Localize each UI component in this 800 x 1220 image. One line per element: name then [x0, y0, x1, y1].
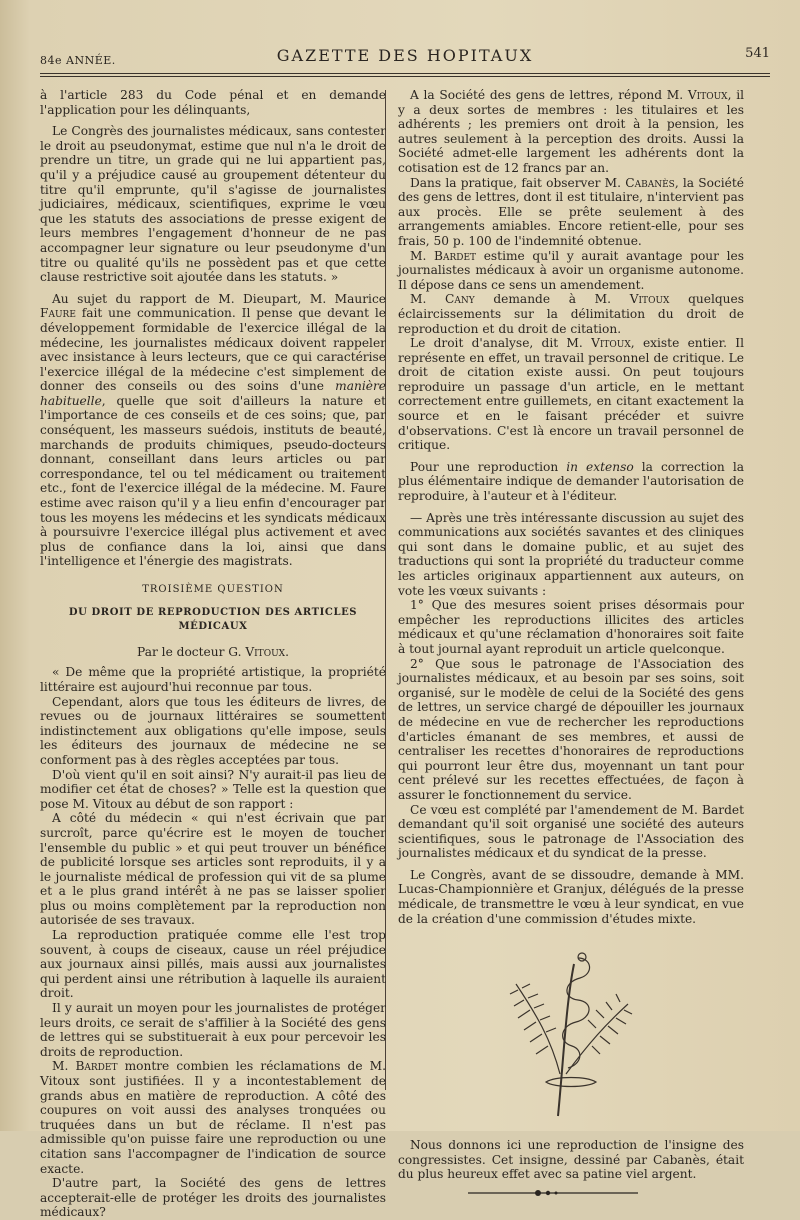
paragraph: La reproduction pratiquée comme elle l'est trop souvent, à coups de ciseaux, cause un réel préjudice aux journaux ainsi pillés, mais aussi aux journalistes qui perdent ainsi une rétribution à laquelle ils auraient droit.	[40, 928, 386, 1001]
left-column	[40, 88, 386, 1220]
section-label: TROISIÈME QUESTION	[142, 584, 284, 595]
paragraph: Ce vœu est complété par l'amendement de M. Bardet demandant qu'il soit organisé une société des auteurs scientifiques, sous le patronage de l'Association des journalistes médicaux et du syndicat de la presse.	[398, 802, 744, 861]
congress-insignia-emblem	[496, 944, 646, 1124]
issue-year: 84e ANNÉE.	[40, 54, 116, 67]
page-number: 541	[745, 46, 770, 61]
paragraph: A côté du médecin « qui n'est écrivain que par surcroît, parce qu'écrire est le moyen de toucher l'ensemble du public » et qui peut trouver un bénéfice de publicité lorsque ses articles sont reproduits, il y a le journaliste médical de profession qui vit de sa plume et a le plus grand intérêt à ne pas se laisser spolier plus ou moins complètement par la reproduction non autorisée de ses travaux.	[40, 811, 386, 928]
paragraph: — Après une très intéressante discussion au sujet des communications aux sociétés savantes et des cliniques qui sont dans le domaine public, et au sujet des traductions qui sont la propriété du traducteur comme les articles originaux appartiennent aux auteurs, on vote les vœux suivants :	[398, 510, 744, 598]
paragraph: M. Bardet estime qu'il y aurait avantage pour les journalistes médicaux à avoir un organisme autonome. Il dépose dans ce sens un amendement.	[398, 248, 744, 292]
header-rule-double	[40, 76, 770, 77]
paragraph: A la Société des gens de lettres, répond M. Vitoux, il y a deux sortes de membres : les titulaires et les adhérents ; les premiers ont droit à la pension, les autres seulement à la perception des droits. Aussi la Société admet-elle largement les adhérents dont la cotisation est de 12 francs par an.	[398, 88, 744, 175]
newspaper-title: GAZETTE DES HOPITAUX	[276, 46, 534, 65]
paragraph: 1° Que des mesures soient prises désormais pour empêcher les reproductions illicites des articles médicaux et qu'une réclamation d'honoraires soit faite à tout journal ayant reproduit un article quelconque.	[398, 598, 744, 656]
paragraph: M. Cany demande à M. Vitoux quelques éclaircissements sur la délimitation du droit de reproduction et du droit de citation.	[398, 292, 744, 336]
paragraph: 2° Que sous le patronage de l'Association des journalistes médicaux, et au besoin par ses soins, soit organisé, sur le modèle de celui de la Société des gens de lettres, un service chargé de dépouiller les journaux de médecine en vue de rechercher les reproductions d'articles émanant de ses membres, et aussi de centraliser les recettes d'honoraires de reproductions qui pourront leur être dus, moyennant un tant pour cent prélevé sur les recettes effectuées, de façon à assurer le fonctionnement du service.	[398, 656, 744, 802]
end-rule-ornament	[468, 1188, 638, 1198]
paragraph: à l'article 283 du Code pénal et en demande l'application pour les délinquants,	[40, 88, 386, 117]
paragraph: « De même que la propriété artistique, la propriété littéraire est aujourd'hui reconnue par tous.	[40, 665, 386, 694]
right-column	[398, 88, 744, 1198]
paragraph: Le droit d'analyse, dit M. Vitoux, existe entier. Il représente en effet, un travail personnel de critique. Le droit de citation existe aussi. On peut toujours reproduire un passage d'un article, en le mettant correctement entre guillemets, en citant exactement la source et en le faisant précéder et suivre d'observations. C'est là encore un travail personnel de critique.	[398, 336, 744, 453]
paragraph: Pour une reproduction in extenso la correction la plus élémentaire indique de demander l'autorisation de reproduire, à l'auteur et à l'éditeur.	[398, 459, 744, 504]
paragraph: Au sujet du rapport de M. Dieupart, M. Maurice Faure fait une communication. Il pense que devant le développement formidable de l'exercice illégal de la médecine, les journalistes médicaux doivent rappeler avec insistance à leurs lecteurs, que ce qui caractérise l'exercice illégal de la médecine c'est simplement de donner des conseils ou des soins d'une manière habituelle, quelle que soit d'ailleurs la nature et l'importance de ces conseils et de ces soins; que, par conséquent, les masseurs suédois, instituts de beauté, marchands de produits chimiques, pseudo-docteurs donnant, conseillant dans leurs articles ou par correspondance, tel ou tel médicament ou traitement etc., font de l'exercice illégal de la médecine. M. Faure estime avec raison qu'il y a lieu enfin d'encourager par tous les moyens les médecins et les syndicats médicaux à poursuivre l'exercice illégal plus activement et avec plus de confiance dans la loi, ainsi que dans l'intelligence et l'énergie des magistrats.	[40, 291, 386, 569]
section-title: DU DROIT DE REPRODUCTION DES ARTICLES MÉDICAUX	[68, 606, 358, 633]
paragraph: Le Congrès, avant de se dissoudre, demande à MM. Lucas-Championnière et Granjux, délégués de la presse médicale, de transmettre le vœu à leur syndicat, en vue de la création d'une commission d'études mixte.	[398, 867, 744, 926]
caption: Nous donnons ici une reproduction de l'insigne des congressistes. Cet insigne, dessiné par Cabanès, était du plus heureux effet avec sa patine viel argent.	[398, 1138, 744, 1182]
paragraph: Il y aurait un moyen pour les journalistes de protéger leurs droits, ce serait de s'affilier à la Société des gens de lettres qui se substituerait à eux pour percevoir les droits de reproduction.	[40, 1001, 386, 1059]
paragraph: Cependant, alors que tous les éditeurs de livres, de revues ou de journaux littéraires se soumettent indistinctement aux obligations qu'elle impose, seuls les éditeurs des journaux de médecine ne se conforment pas à des règles acceptées par tous.	[40, 694, 386, 767]
paragraph: Le Congrès des journalistes médicaux, sans contester le droit au pseudonymat, estime que nul n'a le droit de prendre un titre, un grade qui ne lui appartient pas, qu'il y a préjudice causé au groupement détenteur du titre qu'il emprunte, qu'il s'agisse de journalistes judiciaires, médicaux, scientifiques, exprime le vœu que les statuts des associations de presse exigent de leurs membres l'engagement d'honneur de ne pas accompagner leur signature ou leur pseudonyme d'un titre ou qualité qu'ils ne possèdent pas et que cette clause restrictive soit ajoutée dans les statuts. »	[40, 124, 386, 285]
byline: Par le docteur G. Vitoux.	[137, 644, 289, 659]
paragraph: M. Bardet montre combien les réclamations de M. Vitoux sont justifiées. Il y a incontestablement de grands abus en matière de reproduction. A côté des coupures on voit aussi des analyses tronquées ou truquées dans un but de réclame. Il n'est pas admissible qu'on puisse faire une reproduction ou une citation sans l'accompagner de l'indication de source exacte.	[40, 1059, 386, 1176]
paragraph: Dans la pratique, fait observer M. Cabanès, la Société des gens de lettres, dont il est titulaire, n'intervient pas aux procès. Elle se prête seulement à des arrangements amiables. Encore retient-elle, pour ses frais, 50 p. 100 de l'indemnité obtenue.	[398, 175, 744, 248]
page-header	[40, 40, 770, 70]
paragraph: D'où vient qu'il en soit ainsi? N'y aurait-il pas lieu de modifier cet état de choses? » Telle est la question que pose M. Vitoux au début de son rapport :	[40, 767, 386, 811]
paragraph: D'autre part, la Société des gens de lettres accepterait-elle de protéger les droits des journalistes médicaux?	[40, 1176, 386, 1220]
header-rule	[40, 73, 770, 74]
